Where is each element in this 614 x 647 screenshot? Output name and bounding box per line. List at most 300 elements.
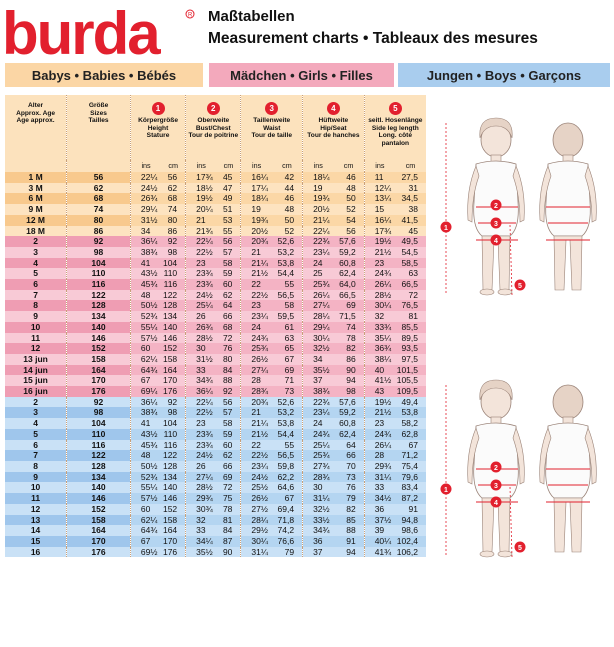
age-cell: 6 — [5, 279, 67, 290]
measure-cell: 25¾ — [303, 450, 334, 461]
measure-cell: 27¼ — [241, 365, 272, 376]
measure-cell: 66 — [216, 461, 240, 472]
measure-cell: 49 — [216, 193, 240, 204]
page-title: Maßtabellen — [208, 8, 295, 25]
measure-cell: 91 — [395, 504, 426, 515]
measure-cell: 13¼ — [364, 193, 395, 204]
measure-cell: 34,5 — [395, 193, 426, 204]
measure-cell: 22½ — [186, 247, 217, 258]
measure-cell: 18½ — [186, 183, 217, 194]
measure-cell: 158 — [161, 515, 185, 526]
measure-cell: 28½ — [186, 333, 217, 344]
measure-cell: 76,6 — [272, 536, 303, 547]
measure-cell: 48 — [333, 183, 364, 194]
measure-cell: 64¾ — [130, 525, 161, 536]
measure-cell: 23¼ — [241, 461, 272, 472]
measure-cell: 38¾ — [130, 407, 161, 418]
measure-cell: 35¼ — [364, 333, 395, 344]
measure-cell: 20¼ — [186, 204, 217, 215]
measure-cell: 20¾ — [241, 397, 272, 408]
size-cell: 86 — [67, 226, 131, 237]
measure-cell: 61 — [272, 322, 303, 333]
table-row — [5, 365, 426, 376]
age-cell: 2 — [5, 236, 67, 247]
measure-cell: 28½ — [186, 482, 217, 493]
measure-cell: 94 — [333, 375, 364, 386]
marker-4-icon: 4 — [327, 102, 340, 115]
measure-cell: 78 — [216, 504, 240, 515]
size-cell: 134 — [67, 311, 131, 322]
marker-3-icon — [491, 218, 502, 229]
table-row — [5, 279, 426, 290]
measure-cell: 21 — [241, 247, 272, 258]
unit-cm: cm — [395, 160, 426, 172]
measure-cell: 21 — [241, 407, 272, 418]
measure-cell: 38 — [395, 204, 426, 215]
measure-cell: 69¼ — [130, 386, 161, 397]
measure-cell: 32 — [364, 311, 395, 322]
measure-cell: 41½ — [364, 375, 395, 386]
measure-cell: 27¼ — [186, 472, 217, 483]
measure-cell: 164 — [161, 365, 185, 376]
measure-cell: 65 — [272, 343, 303, 354]
measure-cell: 25 — [303, 268, 334, 279]
marker-1-icon — [441, 222, 452, 233]
measure-cell: 24½ — [130, 183, 161, 194]
measure-cell: 35½ — [186, 547, 217, 558]
age-cell: 6 — [5, 440, 67, 451]
size-cell: 146 — [67, 333, 131, 344]
measure-cell: 16¼ — [364, 215, 395, 226]
measure-cell: 55¼ — [130, 322, 161, 333]
svg-text:5: 5 — [518, 282, 522, 290]
measure-cell: 45 — [216, 172, 240, 183]
age-cell: 11 — [5, 333, 67, 344]
measure-cell: 80 — [161, 215, 185, 226]
measure-cell: 62,8 — [395, 429, 426, 440]
age-cell: 10 — [5, 322, 67, 333]
measure-cell: 102,4 — [395, 536, 426, 547]
measure-cell: 57 — [216, 407, 240, 418]
measure-cell: 25¼ — [303, 440, 334, 451]
measure-cell: 170 — [161, 536, 185, 547]
measure-cell: 62,4 — [333, 268, 364, 279]
size-cell: 104 — [67, 418, 131, 429]
marker-5-icon: 5 — [389, 102, 402, 115]
measure-cell: 82 — [333, 504, 364, 515]
measure-cell: 128 — [161, 300, 185, 311]
measure-cell: 128 — [161, 461, 185, 472]
measure-cell: 55¼ — [130, 482, 161, 493]
table-row — [5, 397, 426, 408]
measure-cell: 56 — [216, 236, 240, 247]
measure-cell: 86 — [333, 354, 364, 365]
age-cell: 2 — [5, 397, 67, 408]
age-cell: 6 M — [5, 193, 67, 204]
measure-cell: 48 — [130, 450, 161, 461]
marker-2-icon: 2 — [207, 102, 220, 115]
table-row — [5, 461, 426, 472]
measure-cell: 21½ — [241, 268, 272, 279]
measure-cell: 56,5 — [272, 450, 303, 461]
measure-cell: 116 — [161, 279, 185, 290]
measure-cell: 57 — [216, 247, 240, 258]
page-subtitle: Measurement charts • Tableaux des mesures — [208, 30, 538, 47]
measure-cell: 28 — [364, 450, 395, 461]
measure-cell: 67 — [272, 493, 303, 504]
measure-cell: 20½ — [241, 226, 272, 237]
measure-cell: 75 — [216, 493, 240, 504]
size-cell: 152 — [67, 504, 131, 515]
measure-cell: 63 — [272, 333, 303, 344]
measure-cell: 56 — [161, 172, 185, 183]
measure-cell: 56 — [333, 226, 364, 237]
band-girls: Mädchen • Girls • Filles — [209, 63, 394, 87]
marker-2-icon — [491, 200, 502, 211]
burda-logo — [2, 4, 198, 62]
measure-cell: 23 — [186, 258, 217, 269]
measure-cell: 49,5 — [395, 236, 426, 247]
table-row — [5, 536, 426, 547]
measure-cell: 45 — [395, 226, 426, 237]
measure-cell: 92 — [216, 386, 240, 397]
measure-cell: 11 — [364, 172, 395, 183]
marker-5-icon — [515, 542, 526, 553]
measure-cell: 23¼ — [241, 311, 272, 322]
measure-cell: 23¾ — [186, 279, 217, 290]
size-cell: 158 — [67, 515, 131, 526]
measure-cell: 24¾ — [364, 429, 395, 440]
size-cell: 164 — [67, 365, 131, 376]
measure-cell: 56,5 — [272, 290, 303, 301]
measure-cell: 64,0 — [333, 279, 364, 290]
age-cell: 16 jun — [5, 386, 67, 397]
measure-cell: 23¾ — [186, 429, 217, 440]
size-cell: 146 — [67, 493, 131, 504]
measure-cell: 60 — [216, 440, 240, 451]
measure-cell: 46 — [272, 193, 303, 204]
age-cell: 4 — [5, 418, 67, 429]
measure-cell: 45¾ — [130, 279, 161, 290]
measure-cell: 81 — [395, 311, 426, 322]
measure-cell: 26¼ — [364, 440, 395, 451]
measure-cell: 21½ — [364, 247, 395, 258]
size-cell: 128 — [67, 461, 131, 472]
age-cell: 5 — [5, 429, 67, 440]
age-cell: 4 — [5, 258, 67, 269]
measure-cell: 140 — [161, 322, 185, 333]
measure-cell: 36¼ — [130, 397, 161, 408]
measure-cell: 37 — [303, 547, 334, 558]
band-boys: Jungen • Boys • Garçons — [398, 63, 610, 87]
measure-cell: 26¾ — [130, 193, 161, 204]
measure-cell: 21¼ — [241, 418, 272, 429]
measure-cell: 60 — [130, 504, 161, 515]
measure-cell: 72 — [395, 290, 426, 301]
measure-cell: 57,6 — [333, 397, 364, 408]
measure-cell: 110 — [161, 429, 185, 440]
measure-cell: 55 — [216, 226, 240, 237]
body-measurement-figures — [428, 95, 614, 645]
measure-cell: 19¾ — [303, 193, 334, 204]
measure-cell: 49,4 — [395, 397, 426, 408]
measure-cell: 31¼ — [303, 493, 334, 504]
measure-cell: 16¼ — [241, 172, 272, 183]
measure-cell: 90 — [333, 365, 364, 376]
table-row — [5, 193, 426, 204]
size-cell: 128 — [67, 300, 131, 311]
measure-cell: 23¾ — [186, 268, 217, 279]
table-row — [5, 354, 426, 365]
table-row — [5, 333, 426, 344]
measure-cell: 19½ — [364, 397, 395, 408]
measure-cell: 36¼ — [186, 386, 217, 397]
measure-cell: 146 — [161, 333, 185, 344]
table-row — [5, 386, 426, 397]
table-row — [5, 268, 426, 279]
measure-cell: 29½ — [241, 525, 272, 536]
table-row — [5, 236, 426, 247]
measure-cell: 62 — [161, 183, 185, 194]
measure-cell: 98 — [333, 386, 364, 397]
measure-cell: 22¼ — [303, 226, 334, 237]
measure-cell: 36 — [303, 536, 334, 547]
measure-cell: 21 — [186, 215, 217, 226]
measure-cell: 59,5 — [272, 311, 303, 322]
table-row — [5, 547, 426, 558]
measure-cell: 57,6 — [333, 236, 364, 247]
measure-cell: 26¾ — [186, 322, 217, 333]
measure-cell: 59,2 — [333, 247, 364, 258]
measure-cell: 20¾ — [241, 236, 272, 247]
svg-text:4: 4 — [494, 499, 498, 507]
measure-cell: 52¾ — [130, 311, 161, 322]
measure-cell: 15 — [364, 204, 395, 215]
age-cell: 11 — [5, 493, 67, 504]
table-row — [5, 290, 426, 301]
measure-cell: 86 — [161, 226, 185, 237]
measure-cell: 24¾ — [364, 268, 395, 279]
measure-cell: 27¾ — [303, 461, 334, 472]
measure-cell: 58 — [216, 258, 240, 269]
measure-cell: 27½ — [241, 504, 272, 515]
measure-cell: 59,2 — [333, 407, 364, 418]
size-cell: 140 — [67, 322, 131, 333]
unit-cm: cm — [272, 160, 303, 172]
measure-cell: 28¼ — [303, 311, 334, 322]
table-row — [5, 407, 426, 418]
unit-cm: cm — [216, 160, 240, 172]
marker-2-icon — [491, 462, 502, 473]
measure-cell: 26 — [186, 311, 217, 322]
measure-cell: 58 — [272, 300, 303, 311]
measure-cell: 30 — [303, 482, 334, 493]
age-cell: 5 — [5, 268, 67, 279]
measure-cell: 34 — [303, 354, 334, 365]
measure-cell: 52 — [272, 226, 303, 237]
measure-cell: 79 — [272, 547, 303, 558]
col-waist-header: 3 Taillenweite Waist Tour de taille — [241, 95, 303, 160]
age-cell: 3 M — [5, 183, 67, 194]
measure-cell: 39 — [364, 525, 395, 536]
age-cell: 1 M — [5, 172, 67, 183]
measure-cell: 32½ — [303, 343, 334, 354]
age-cell: 15 jun — [5, 375, 67, 386]
measure-cell: 24¾ — [241, 333, 272, 344]
measure-cell: 40 — [364, 365, 395, 376]
measure-cell: 41,5 — [395, 215, 426, 226]
measure-cell: 17¾ — [364, 226, 395, 237]
table-row — [5, 472, 426, 483]
measure-cell: 29¼ — [130, 204, 161, 215]
marker-3-icon: 3 — [265, 102, 278, 115]
measure-cell: 164 — [161, 525, 185, 536]
measure-cell: 31 — [395, 183, 426, 194]
measure-cell: 23 — [364, 258, 395, 269]
measure-cell: 110 — [161, 268, 185, 279]
measure-cell: 64 — [216, 300, 240, 311]
table-row — [5, 172, 426, 183]
measure-cell: 36 — [364, 504, 395, 515]
svg-text:2: 2 — [494, 202, 498, 210]
age-cell: 3 — [5, 247, 67, 258]
measure-cell: 94,8 — [395, 515, 426, 526]
measure-cell: 60 — [216, 279, 240, 290]
measure-cell: 58,2 — [395, 418, 426, 429]
measure-cell: 19½ — [364, 236, 395, 247]
measure-cell: 170 — [161, 375, 185, 386]
measure-cell: 24¾ — [303, 429, 334, 440]
measure-cell: 28 — [241, 375, 272, 386]
table-row — [5, 183, 426, 194]
size-cell: 170 — [67, 536, 131, 547]
measure-cell: 74 — [161, 204, 185, 215]
measure-cell: 152 — [161, 504, 185, 515]
measure-cell: 38¾ — [130, 247, 161, 258]
age-cell: 9 — [5, 472, 67, 483]
measure-cell: 41 — [130, 258, 161, 269]
measure-cell: 23 — [186, 418, 217, 429]
size-cell: 140 — [67, 482, 131, 493]
age-cell: 14 jun — [5, 365, 67, 376]
size-cell: 110 — [67, 268, 131, 279]
measure-cell: 29¾ — [186, 493, 217, 504]
size-cell: 56 — [67, 172, 131, 183]
measure-cell: 80 — [216, 354, 240, 365]
measure-cell: 34¾ — [186, 375, 217, 386]
measure-cell: 22 — [241, 440, 272, 451]
measure-cell: 59 — [216, 429, 240, 440]
measure-cell: 35½ — [303, 365, 334, 376]
measure-cell: 53,8 — [272, 418, 303, 429]
measure-cell: 44 — [272, 183, 303, 194]
measure-cell: 68 — [161, 193, 185, 204]
measure-cell: 104 — [161, 418, 185, 429]
measure-cell: 56 — [216, 397, 240, 408]
age-cell: 15 — [5, 536, 67, 547]
measure-cell: 27,5 — [395, 172, 426, 183]
size-cell: 122 — [67, 290, 131, 301]
measure-cell: 71,5 — [333, 311, 364, 322]
measure-cell: 19¾ — [241, 215, 272, 226]
measure-cell: 31¼ — [364, 472, 395, 483]
measure-cell: 92 — [161, 397, 185, 408]
table-row — [5, 525, 426, 536]
age-cell: 7 — [5, 290, 67, 301]
measure-cell: 50 — [272, 215, 303, 226]
size-cell: 110 — [67, 429, 131, 440]
measurement-table — [5, 95, 426, 643]
measure-cell: 60,8 — [333, 258, 364, 269]
measure-cell: 31½ — [130, 215, 161, 226]
age-cell: 12 — [5, 504, 67, 515]
table-row — [5, 482, 426, 493]
marker-5-icon — [515, 280, 526, 291]
measure-cell: 31½ — [186, 354, 217, 365]
measure-cell: 26¼ — [364, 279, 395, 290]
measure-cell: 37 — [303, 375, 334, 386]
measure-cell: 67 — [395, 440, 426, 451]
measure-cell: 134 — [161, 472, 185, 483]
measure-cell: 19 — [241, 204, 272, 215]
age-cell: 13 jun — [5, 354, 67, 365]
measure-cell: 34 — [130, 226, 161, 237]
size-cell: 122 — [67, 450, 131, 461]
measure-cell: 75,4 — [395, 461, 426, 472]
measure-cell: 59,8 — [272, 461, 303, 472]
measure-cell: 83,4 — [395, 482, 426, 493]
measure-cell: 30¼ — [303, 333, 334, 344]
measure-cell: 43½ — [130, 429, 161, 440]
measure-cell: 25¾ — [241, 343, 272, 354]
measure-cell: 58 — [216, 418, 240, 429]
table-row — [5, 515, 426, 526]
col-size-header: Größe Sizes Tailles — [67, 95, 131, 160]
measure-cell: 98 — [161, 247, 185, 258]
measure-cell: 52¾ — [130, 472, 161, 483]
size-cell: 104 — [67, 258, 131, 269]
measure-cell: 92 — [161, 236, 185, 247]
age-cell: 12 — [5, 343, 67, 354]
measure-cell: 52 — [333, 204, 364, 215]
measure-cell: 105,5 — [395, 375, 426, 386]
table-row — [5, 450, 426, 461]
measure-cell: 91 — [333, 536, 364, 547]
measure-cell: 55 — [272, 440, 303, 451]
size-cell: 80 — [67, 215, 131, 226]
measure-cell: 122 — [161, 450, 185, 461]
measure-cell: 84 — [216, 525, 240, 536]
measure-cell: 62¼ — [130, 354, 161, 365]
measure-cell: 21¼ — [303, 215, 334, 226]
measure-cell: 76 — [333, 482, 364, 493]
col-age-header: Alter Approx. Age Age approx. — [5, 95, 67, 160]
measure-cell: 55 — [272, 279, 303, 290]
measure-cell: 23¾ — [186, 440, 217, 451]
measure-cell: 70 — [333, 461, 364, 472]
measure-cell: 26½ — [241, 493, 272, 504]
measure-cell: 23¼ — [303, 407, 334, 418]
measure-cell: 76 — [216, 343, 240, 354]
measure-cell: 158 — [161, 354, 185, 365]
band-babys: Babys • Babies • Bébés — [5, 63, 203, 87]
measure-cell: 31¼ — [241, 547, 272, 558]
svg-text:3: 3 — [494, 482, 498, 490]
measure-cell: 73 — [272, 386, 303, 397]
measure-cell: 134 — [161, 311, 185, 322]
measure-cell: 59 — [216, 268, 240, 279]
measure-cell: 73 — [333, 472, 364, 483]
